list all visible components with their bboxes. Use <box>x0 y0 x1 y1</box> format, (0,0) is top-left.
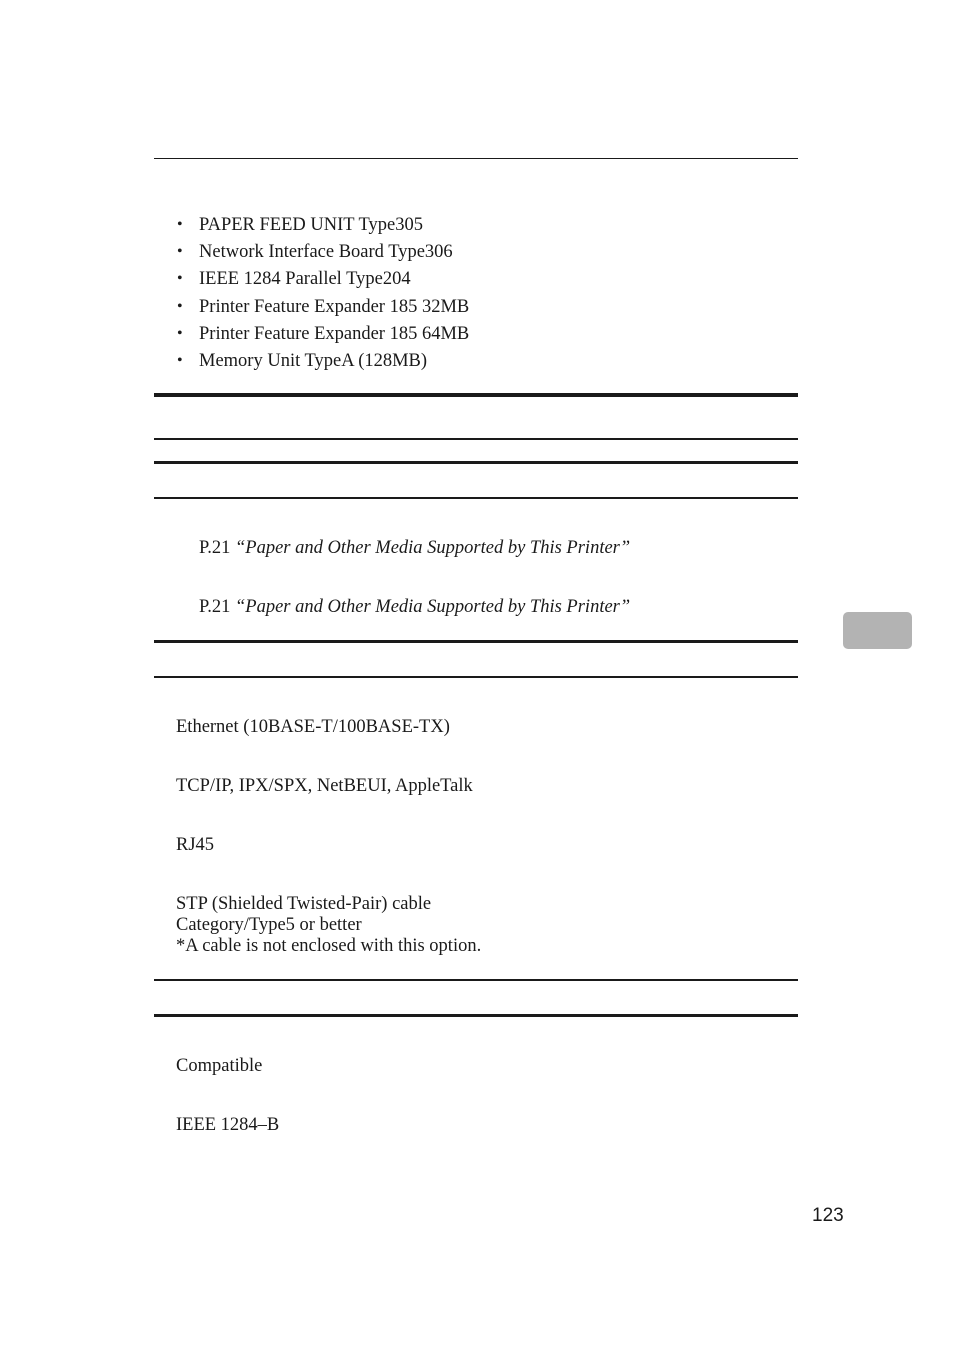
section-rule <box>154 1014 798 1017</box>
list-item <box>176 240 469 267</box>
subsection-rule <box>154 461 798 464</box>
page-number: 123 <box>812 1205 844 1226</box>
parallel-connector-value: IEEE 1284–B <box>176 1115 280 1135</box>
network-connector-value: RJ45 <box>176 835 215 855</box>
paper-reference[interactable] <box>199 597 630 618</box>
list-item <box>176 349 469 376</box>
network-protocols-value: TCP/IP, IPX/SPX, NetBEUI, AppleTalk <box>176 776 473 796</box>
network-interface-value: Ethernet (10BASE-T/100BASE-TX) <box>176 717 450 737</box>
network-cable-line: Category/Type5 or better <box>176 915 362 935</box>
bullet-icon: • <box>177 216 183 233</box>
parallel-mode-value: Compatible <box>176 1056 263 1076</box>
option-label: Printer Feature Expander 185 32MB <box>199 296 470 317</box>
option-label: Memory Unit TypeA (128MB) <box>199 350 428 371</box>
section-rule <box>154 640 798 643</box>
bullet-icon: • <box>177 270 183 288</box>
list-item <box>176 322 469 349</box>
bullet-icon: • <box>177 243 183 261</box>
network-cable-line: STP (Shielded Twisted-Pair) cable <box>176 894 432 914</box>
bullet-icon: • <box>177 324 183 342</box>
reference-page: P.21 <box>199 597 231 617</box>
paper-reference[interactable] <box>199 538 630 559</box>
option-label: PAPER FEED UNIT Type305 <box>199 215 423 235</box>
list-item <box>176 267 469 294</box>
reference-title: “Paper and Other Media Supported by This Printer” <box>235 538 631 558</box>
header-rule <box>154 158 798 159</box>
list-item <box>176 295 469 322</box>
option-label: IEEE 1284 Parallel Type204 <box>199 269 411 290</box>
subsection-rule <box>154 497 798 499</box>
reference-page: P.21 <box>199 538 231 558</box>
subsection-rule <box>154 438 798 440</box>
section-rule <box>154 676 798 678</box>
section-rule-thick <box>154 393 798 397</box>
bullet-icon: • <box>177 351 183 369</box>
reference-title: “Paper and Other Media Supported by This Printer” <box>235 597 631 617</box>
chapter-tab <box>843 612 912 649</box>
section-rule <box>154 979 798 981</box>
network-cable-line: *A cable is not enclosed with this option. <box>176 936 482 956</box>
options-list <box>176 213 469 376</box>
list-item <box>176 213 469 240</box>
option-label: Network Interface Board Type306 <box>199 242 453 263</box>
option-label: Printer Feature Expander 185 64MB <box>199 323 470 344</box>
bullet-icon: • <box>177 297 183 315</box>
